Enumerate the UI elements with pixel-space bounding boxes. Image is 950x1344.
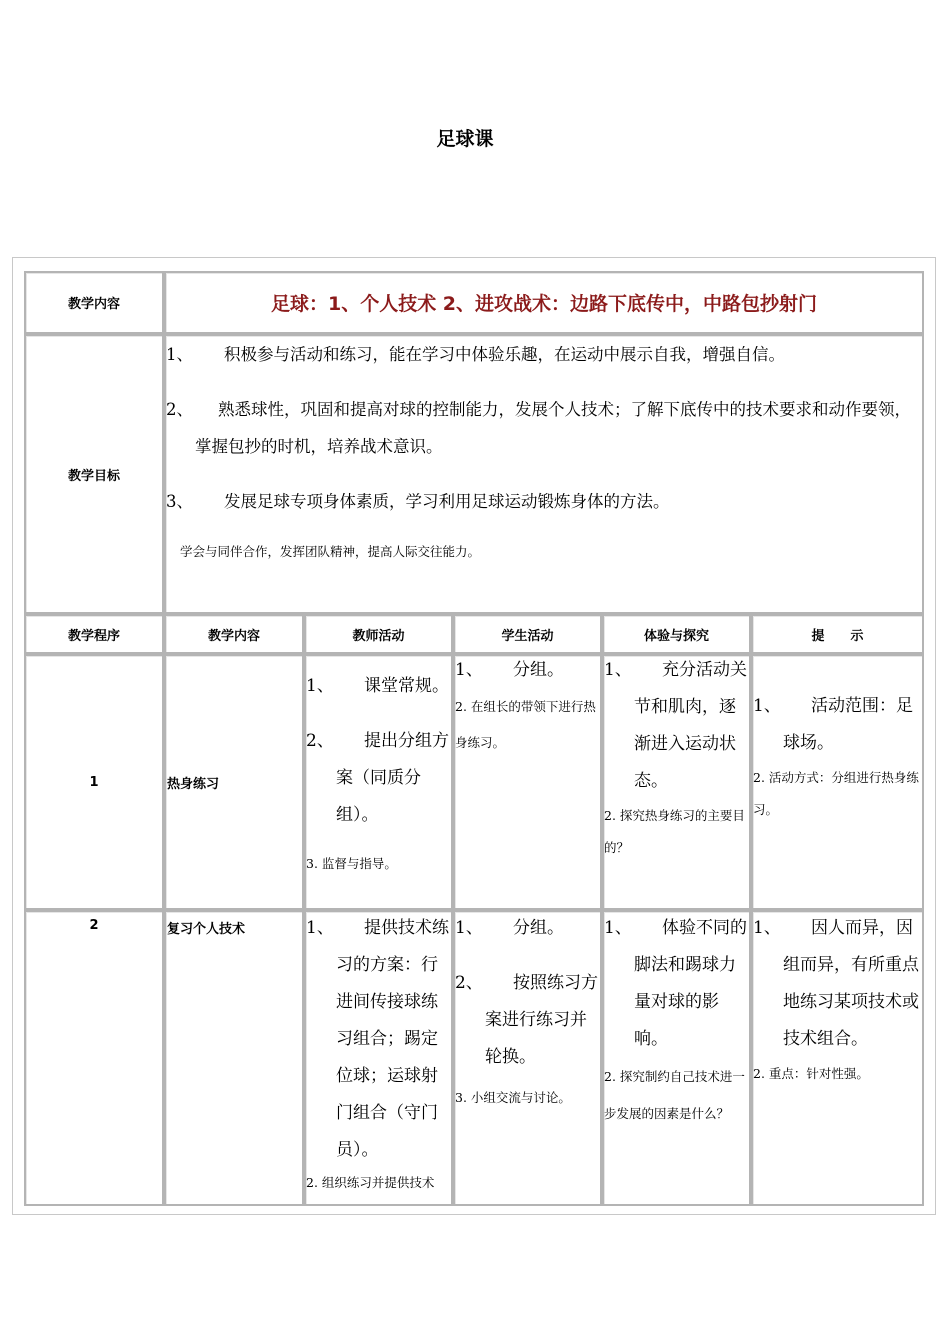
hint-item: 1、 活动范围：足球场。 [753,696,913,753]
row2-hint-cell [751,910,924,1206]
goals-label-cell [24,334,164,614]
teacher-item: 2、 提出分组方案（同质分组）。 [306,731,449,825]
content-label: 教学内容 [67,297,120,312]
student-item: 1、 分组。 [455,918,564,938]
header-procedure: 教学程序 [24,614,164,654]
row2-student-cell [453,910,602,1206]
student-note: 3. 小组交流与讨论。 [455,1090,571,1105]
header-student: 学生活动 [453,614,602,654]
page-title: 足球课 [436,128,494,150]
row2-teacher-cell [304,910,453,1206]
header-content: 教学内容 [164,614,304,654]
hint-note: 2. 活动方式：分组进行热身练习。 [753,770,919,817]
goals-label: 教学目标 [67,468,120,484]
content-headline-cell [164,271,924,334]
content-label-cell [24,271,164,334]
row1-teacher-cell [304,654,453,910]
row1-number: 1 [24,654,164,910]
row2-content: 复习个人技术 [164,910,304,1206]
header-teacher: 教师活动 [304,614,453,654]
goal-note: 学会与同伴合作，发挥团队精神，提高人际交往能力。 [180,544,481,559]
content-headline: 足球：1、个人技术 2、进攻战术：边路下底传中，中路包抄射门 [270,293,818,315]
row1-explore-cell [602,654,751,910]
hint-item: 1、 因人而异，因组而异，有所重点地练习某项技术或技术组合。 [753,918,919,1049]
student-item: 2、 按照练习方案进行练习并轮换。 [455,973,598,1067]
row2-number: 2 [24,910,164,1206]
row1-content: 热身练习 [164,654,304,910]
goal-item: 2、 熟悉球性，巩固和提高对球的控制能力，发展个人技术；了解下底传中的技术要求和动作要领，掌握包抄的时机，培养战术意识。 [166,400,911,456]
explore-item: 1、 体验不同的脚法和踢球力量对球的影响。 [604,918,747,1049]
teacher-item: 1、 提供技术练习的方案：行进间传接球练习组合；踢定位球；运球射门组合（守门员）。 [306,918,449,1160]
row1-student-cell [453,654,602,910]
teacher-note: 3. 监督与指导。 [306,856,397,871]
goal-item: 1、 积极参与活动和练习，能在学习中体验乐趣，在运动中展示自我，增强自信。 [166,345,785,364]
student-note: 2. 在组长的带领下进行热身练习。 [455,699,596,750]
explore-note: 2. 探究热身练习的主要目的？ [604,808,745,855]
row2-explore-cell [602,910,751,1206]
explore-note: 2. 探究制约自己技术进一步发展的因素是什么？ [604,1069,745,1121]
header-explore: 体验与探究 [602,614,751,654]
student-item: 1、 分组。 [455,660,564,680]
hint-note: 2. 重点：针对性强。 [753,1066,869,1081]
header-hint: 提 示 [751,614,924,654]
teacher-note: 2. 组织练习并提供技术 [306,1175,435,1190]
goal-item: 3、 发展足球专项身体素质，学习利用足球运动锻炼身体的方法。 [166,492,670,511]
teacher-item: 1、 课堂常规。 [306,676,449,696]
row1-hint-cell [751,654,924,910]
explore-item: 1、 充分活动关节和肌肉，逐渐进入运动状态。 [604,660,747,791]
goals-cell [164,334,924,614]
